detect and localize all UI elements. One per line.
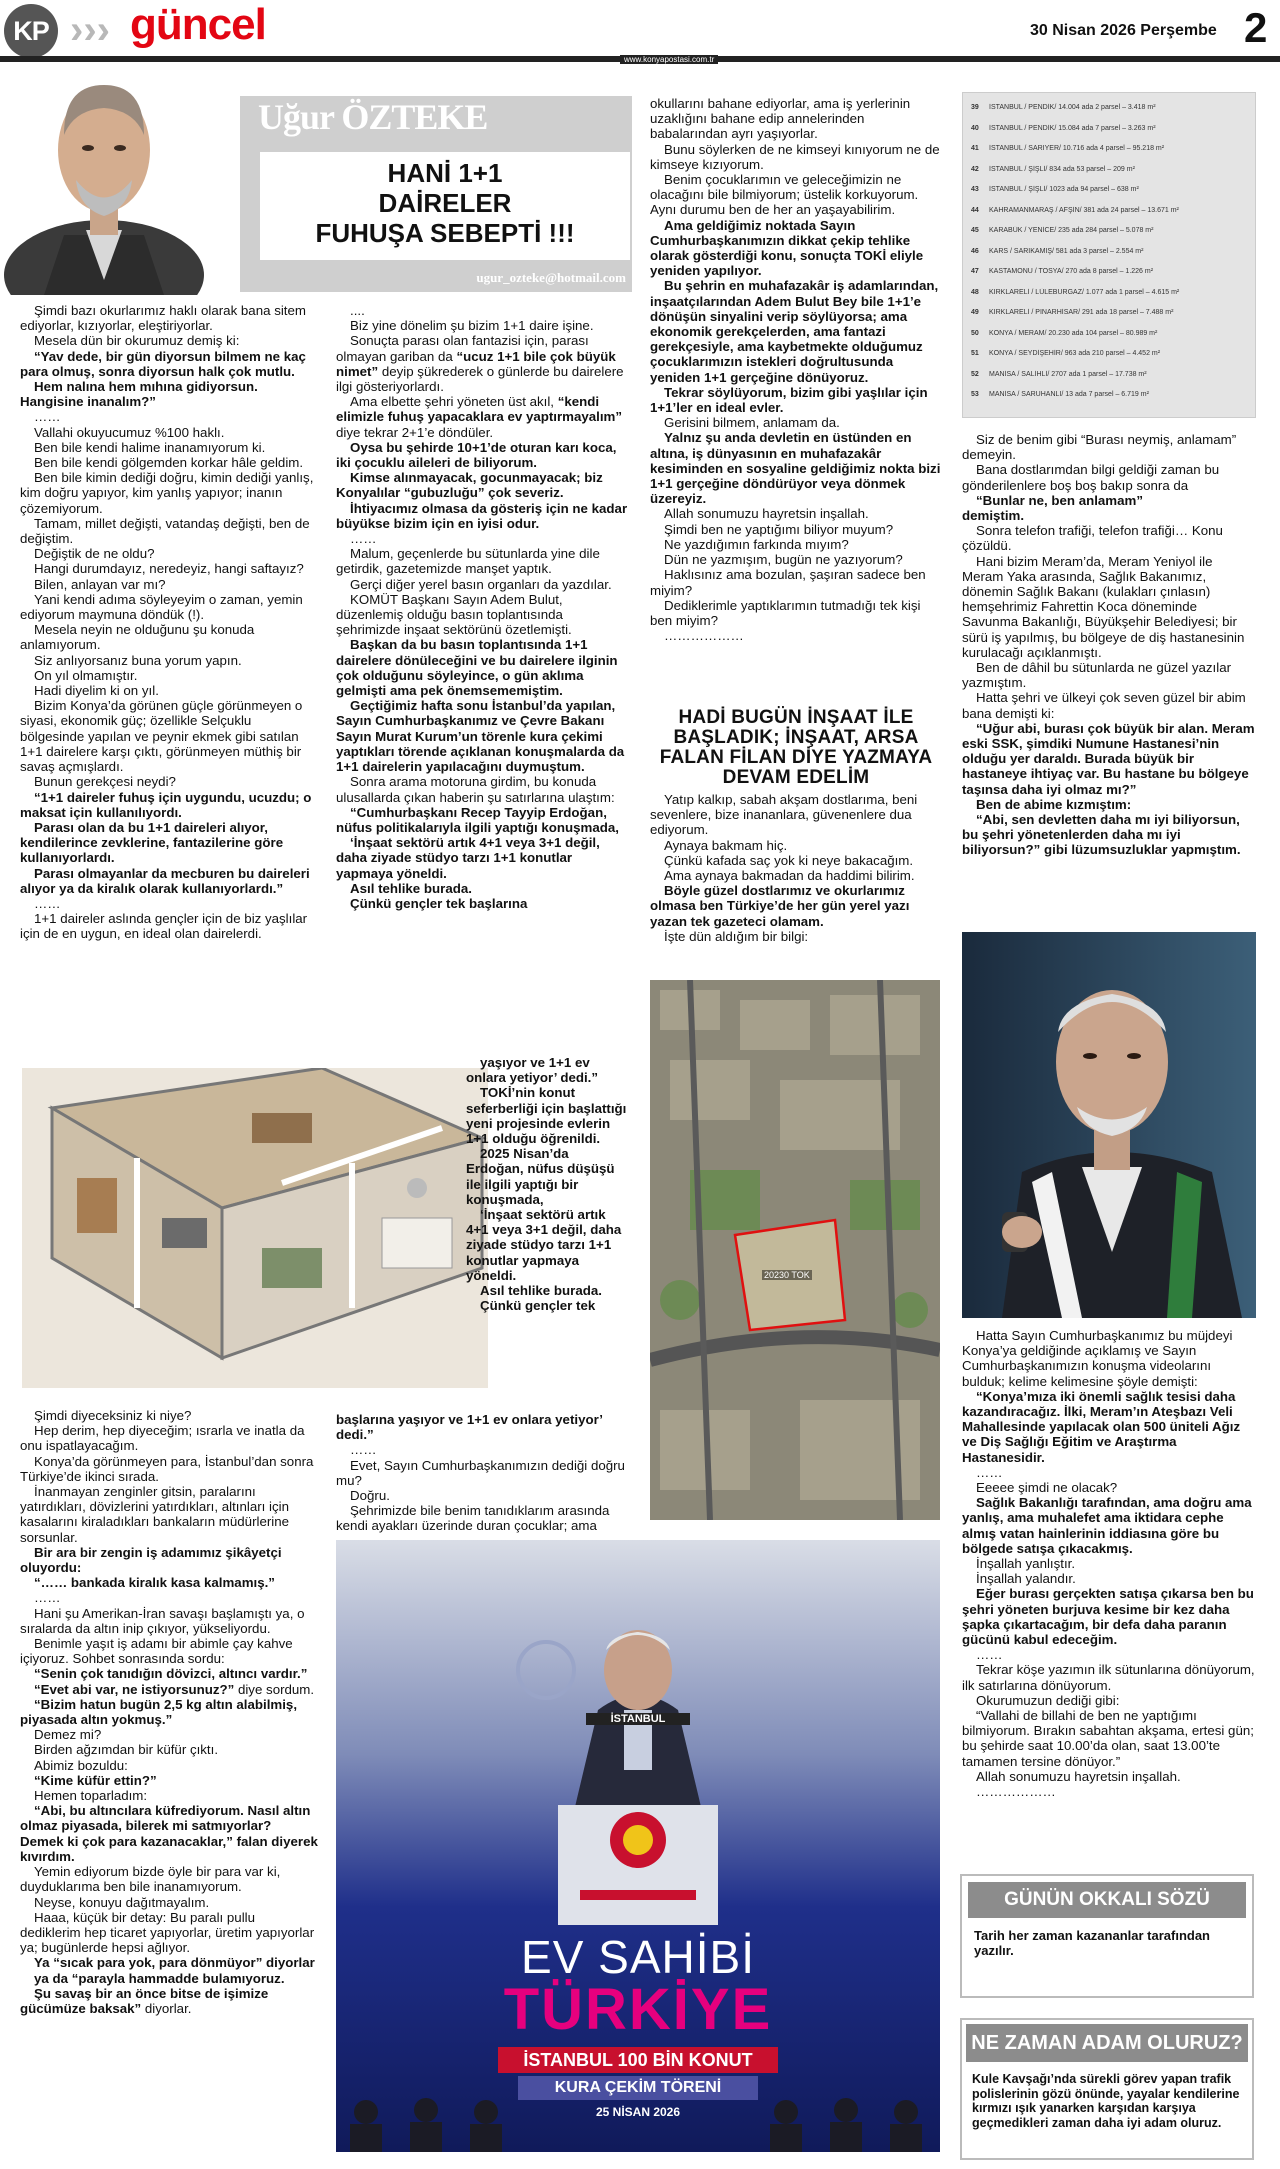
paragraph: Yatıp kalkıp, sabah akşam dostlarıma, beni sevenlere, bize inananlara, güvenenlere dua ediyorum. — [650, 792, 918, 838]
paragraph: Okurumuzun dediği gibi: — [976, 1692, 1120, 1708]
column-1-bottom — [20, 1408, 318, 2016]
paragraph: Parası olan da bu 1+1 daireleri alıyor, kendilerince zevklerine, fantazilerine göre kullanıyorlardı. — [20, 819, 284, 866]
banner-istanbul-100: İSTANBUL 100 BİN KONUT — [498, 2047, 778, 2073]
paragraph: Bunu söylerken de ne kimseyi kınıyorum ne de kimseye kızıyorum. — [650, 141, 940, 172]
column-3-subhead — [650, 708, 942, 788]
parcel-row-text: İSTANBUL / SARIYER/ 10.716 ada 4 parsel – 95.218 m² — [989, 145, 1165, 152]
paragraph: …… — [350, 531, 377, 547]
parcel-row-text: KONYA / SEYDİŞEHİR/ 963 ada 210 parsel – 4.452 m² — [989, 350, 1161, 357]
parcel-row-text: İSTANBUL / ŞİŞLİ/ 834 ada 53 parsel – 209 m² — [989, 165, 1135, 173]
column-2-top — [336, 303, 628, 911]
paragraph: Benimle yaşıt iş adamı bir abimle çay kahve içiyoruz. Sohbet sonrasında sordu: — [20, 1636, 293, 1667]
paragraph: Vallahi okuyucumuz %100 haklı. — [34, 424, 225, 440]
paragraph: “Yav dede, bir gün diyorsun bilmem ne kaç para olmuş, sonra diyorsun halk çok mutlu. — [20, 348, 306, 379]
parcel-row-number: 52 — [971, 370, 979, 378]
parcel-row — [971, 185, 1249, 194]
paragraph: Hani şu Amerikan-İran savaşı başlamıştı ya, o sıralarda da altın inip çıkıyor, yükseliyordu. — [20, 1605, 305, 1636]
subhead-line: DEVAM EDELİM — [722, 767, 870, 788]
kp-logo: KP — [4, 4, 58, 58]
parcel-row-text: KARABÜK / YENİCE/ 235 ada 284 parsel – 5.078 m² — [989, 227, 1154, 234]
parcel-row — [971, 329, 1249, 338]
parcel-row-number: 47 — [971, 268, 979, 275]
paragraph: “Kime küfür ettin?” — [34, 1772, 157, 1788]
parcel-row — [971, 247, 1249, 256]
paragraph: “Abi, bu altıncılara küfrediyorum. Nasıl altın olmaz piyasada, bilerek mi satmıyorlar? Demek ki çok para kazanacaklar,” falan diyerek kıvırdım. — [20, 1803, 318, 1864]
paragraph: ‘İnşaat sektörü artık 4+1 veya 3+1 değil, daha ziyade stüdyo tarzı 1+1 konutlar yapmaya yöneldi. — [466, 1207, 622, 1283]
parcel-row-number: 51 — [971, 350, 979, 357]
paragraph: okullarını bahane ediyorlar, ama iş yerlerinin uzaklığını bahane edip annelerinden babalarından ayrı yaşıyorlar. — [650, 96, 911, 142]
paragraph: Aynaya bakmam hiç. — [664, 837, 788, 853]
paragraph: Asıl tehlike burada. — [350, 880, 472, 896]
paragraph: Abimiz bozuldu: — [34, 1757, 128, 1773]
parcel-row-text: İSTANBUL / PENDİK/ 15.084 ada 7 parsel – 3.263 m² — [989, 124, 1156, 132]
parcel-row-number: 39 — [971, 104, 979, 111]
parcel-row-text: KIRKLARELİ / LÜLEBURGAZ/ 1.077 ada 1 parsel – 4.615 m² — [989, 288, 1180, 296]
paragraph: Bir ara bir zengin iş adamımız şikâyetçi oluyordu: — [20, 1544, 282, 1576]
column-1-top — [20, 303, 318, 942]
paragraph: Dün ne yazmışım, bugün ne yazıyorum? — [664, 552, 903, 568]
paragraph: “Konya’mıza iki önemli sağlık tesisi daha kazandıracağız. İlki, Meram’ın Ateşbazı Veli Mahallesinde yapılacak olan 500 üniteli Ağız ve Diş Sağlığı Eğitim ve Araştırma Hastanesidir. — [962, 1388, 1241, 1465]
paragraph: Bana dostlarımdan bilgi geldiği zaman bu gönderilenlere boş boş bakıp sonra da — [962, 462, 1220, 493]
paragraph: “Bunlar ne, ben anlamam” — [976, 492, 1143, 508]
paragraph: Böyle güzel dostlarımız ve okurlarımız olmasa ben Türkiye’de her gün yerel yazı yazan tek gazeteci olamam. — [650, 883, 910, 929]
paragraph: Gerisini bilmem, anlamam da. — [664, 415, 840, 431]
parcel-row-text: KARS / SARIKAMIŞ/ 581 ada 3 parsel – 2.554 m² — [989, 247, 1144, 255]
parcel-row — [971, 349, 1249, 358]
parcel-row-number: 48 — [971, 288, 979, 296]
paragraph: …… — [34, 409, 61, 425]
subhead-line: HADİ BUGÜN İNŞAAT İLE — [678, 707, 914, 728]
paragraph: Benim çocuklarımın ve geleceğimizin ne olacağını bile bilmiyorum; üstelik korkuyorum. Aynı durumu ben de her an yaşayabilirim. — [650, 172, 919, 218]
paragraph: TOKİ’nin konut seferberliği için başlattığı yeni projesinde evlerin 1+1 olduğu öğrenildi. — [466, 1085, 627, 1147]
paragraph: Yani kendi adıma söyleyeyim o zaman, yemin ediyorum maymuna döndük (!). — [20, 591, 303, 623]
paragraph: “Uğur abi, burası çok büyük bir alan. Meram eski SSK, şimdiki Numune Hastanesi’nin olduğu yer daraldı. Burada büyük bir hastaneye ihtiyaç var. Bu hastane bu bölgeye taşınsa daha iyi olmaz mı?” — [962, 720, 1255, 797]
paragraph: Gerçi diğer yerel basın organları da yazdılar. — [350, 576, 612, 592]
paragraph: Hatta şehri ve ülkeyi çok seven güzel bir abim bana demişti ki: — [962, 690, 1246, 721]
paragraph: İnanmayan zenginler gitsin, paralarını yatırdıkları, dövizlerini yatırdıkları, altınları için kasalarını kiraladıkları bankaların müdürlerine sorsunlar. — [20, 1484, 290, 1545]
paragraph: başlarına yaşıyor ve 1+1 ev onlara yetiyor’ dedi.” — [336, 1412, 603, 1443]
housing-ceremony-photo — [336, 1540, 940, 2152]
parcel-row-text: İSTANBUL / PENDİK/ 14.004 ada 2 parsel – 3.418 m² — [989, 104, 1156, 111]
parcel-row-number: 41 — [971, 145, 979, 152]
paragraph: Oysa bu şehirde 10+1’de oturan karı koca, iki çocuklu aileleri de biliyorum. — [336, 439, 617, 471]
paragraph: “…… bankada kiralık kasa kalmamış.” — [34, 1575, 275, 1591]
parcel-row — [971, 144, 1249, 153]
column-3-bottom — [650, 792, 942, 944]
paragraph: Asıl tehlike burada. — [480, 1283, 602, 1299]
paragraph: Biz yine dönelim şu bizim 1+1 daire işine. — [350, 318, 594, 334]
paragraph: Hep derim, hep diyeceğim; ısrarla ve inatla da onu ispatlayacağım. — [20, 1423, 305, 1454]
paragraph: .... — [350, 303, 365, 318]
quote-of-day-box — [960, 1874, 1254, 1998]
parcel-row-text: KASTAMONU / TOSYA/ 270 ada 8 parsel – 1.226 m² — [989, 268, 1154, 275]
aerial-map-image — [650, 980, 940, 1520]
paragraph: …… — [34, 895, 61, 911]
paragraph: Tekrar söylüyorum, bizim gibi yaşlılar için 1+1’ler en ideal evler. — [650, 384, 928, 416]
paragraph: Çünkü gençler tek — [480, 1298, 596, 1314]
section-title: güncel — [130, 0, 266, 49]
parcel-row-text: MANİSA / SARUHANLI/ 13 ada 7 parsel – 6.719 m² — [989, 391, 1149, 398]
paragraph: Yemin ediyorum bizde öyle bir para var ki, duyduklarıma ben bile inanamıyorum. — [20, 1864, 281, 1895]
parcel-row-text: KAHRAMANMARAŞ / AFŞİN/ 381 ada 24 parsel – 13.671 m² — [989, 206, 1179, 214]
author-name: Uğur ÖZTEKE — [258, 97, 488, 137]
paragraph: Ben bile kimin dediği doğru, kimin dediği yanlış, kim doğru yapıyor, kim yanlış yapıyor; inanın çözemiyorum. — [20, 470, 314, 516]
adam-text: Kule Kavşağı’nda sürekli görev yapan trafik polislerinin gözü önünde, yayalar kendilerine kırmızı ışık yanarken karşıdan karşıya geçmedikleri zaman daha iyi adam oluruz. — [972, 2072, 1240, 2130]
paragraph: Geçtiğimiz hafta sonu İstanbul’da yapılan, Sayın Cumhurbaşkanımız ve Çevre Bakanı Sayın Murat Kurum’un törenle kura çekimi yaptıkları törende açıklanan konuşmalarda da 1+1 dairelerin yapılacağını duymuştum. — [336, 698, 625, 775]
site-url: www.konyapostasi.com.tr — [620, 55, 718, 64]
paragraph: Ya “sıcak para yok, para dönmüyor” diyorlar — [34, 1955, 315, 1971]
paragraph: Ne yazdığımın farkında mıyım? — [664, 536, 849, 552]
parcel-row — [971, 288, 1249, 297]
parcel-row-number: 50 — [971, 329, 979, 337]
parcel-list-image — [962, 92, 1256, 418]
paragraph: Hemen toparladım: — [34, 1788, 148, 1804]
paragraph: ‘İnşaat sektörü artık 4+1 veya 3+1 değil, daha ziyade stüdyo tarzı 1+1 konutlar yapmaya yöneldi. — [336, 835, 600, 881]
paragraph: Ben de abime kızmıştım: — [976, 796, 1132, 812]
parcel-label: 20230 TOK — [764, 1270, 810, 1280]
parcel-row-number: 45 — [971, 227, 979, 234]
author-email: ugur_ozteke@hotmail.com — [476, 270, 626, 285]
paragraph: İhtiyacımız olmasa da gösteriş için ne kadar büyükse bizim için en iyisi odur. — [336, 500, 628, 531]
paragraph: Ben bile kendi gölgemden korkar hâle geldim. — [34, 455, 304, 471]
paragraph: Allah sonumuzu hayretsin inşallah. — [664, 506, 869, 522]
paragraph: yaşıyor ve 1+1 ev onlara yetiyor’ dedi.” — [466, 1055, 599, 1086]
parcel-row — [971, 206, 1249, 215]
paragraph: Sonuçta parası olan fantazisi için, parası olmayan gariban da “ucuz 1+1 bile çok büyük nimet” deyip şükrederek o günlerde bu dairelere ilgi gösteriyorlardı. — [336, 333, 624, 395]
paragraph: demiştim. — [962, 508, 1025, 524]
paragraph: Şehrimizde bile benim tanıdıklarım arasında kendi ayakları üzerinde duran çocuklar; ama — [336, 1503, 610, 1534]
paragraph: …… — [350, 1442, 377, 1458]
erdogan-speech-photo — [962, 932, 1256, 1318]
paragraph: Kimse alınmayacak, gocunmayacak; biz Konyalılar “gubuzluğu” çok severiz. — [336, 470, 603, 501]
paragraph: Haaa, küçük bir detay: Bu paralı pullu dediklerim hep ticaret yapıyorlar, üretim yapıyorlar ya; bugünlerde hepsi ağlıyor. — [20, 1909, 315, 1956]
parcel-row — [971, 165, 1249, 174]
headline-line: DAİRELER — [378, 188, 512, 218]
paragraph: Hatta Sayın Cumhurbaşkanımız bu müjdeyi Konya’ya geldiğinde açıklamış ve Sayın Cumhurbaşkanımızın konuşma videolarını bulduk; kelime kelimesine şöyle demişti: — [962, 1328, 1233, 1389]
paragraph: Ama aynaya bakmadan da haddimi bilirim. — [664, 868, 915, 884]
parcel-row-number: 46 — [971, 247, 979, 255]
paragraph: “Bizim hatun bugün 2,5 kg altın alabilmiş, piyasada altın yokmuş.” — [20, 1696, 298, 1728]
paragraph: Hem nalına hem mıhına gidiyorsun. Hangisine inanalım?” — [20, 379, 258, 410]
paragraph: Doğru. — [350, 1488, 390, 1504]
column-3-top — [650, 96, 942, 643]
paragraph: Hadi diyelim ki on yıl. — [34, 683, 159, 699]
subhead-line: FALAN FİLAN DİYE YAZMAYA — [659, 747, 933, 768]
column-2-wrap — [466, 1055, 628, 1313]
parcel-row — [971, 267, 1249, 276]
author-portrait — [4, 40, 204, 295]
paragraph: Sonra arama motoruna girdim, bu konuda ulusallarda çıkan haberin şu satırlarına ulaştım: — [336, 774, 615, 805]
paragraph: Çünkü kafada saç yok ki neye bakacağım. — [664, 852, 914, 868]
banner-turkiye: TÜRKİYE — [503, 1977, 773, 2042]
quote-text: Tarih her zaman kazananlar tarafından yazılır. — [974, 1928, 1210, 1958]
parcel-row-text: MANİSA / SALİHLİ/ 2707 ada 1 parsel – 17.738 m² — [989, 370, 1147, 378]
parcel-row-number: 42 — [971, 165, 979, 173]
banner-ev-sahibi: EV SAHİBİ — [521, 1931, 755, 1983]
parcel-row-text: KONYA / MERAM/ 20.230 ada 104 parsel – 80.989 m² — [989, 329, 1158, 337]
banner-date: 25 NİSAN 2026 — [595, 2105, 681, 2119]
ne-zaman-adam-box — [960, 2018, 1254, 2160]
paragraph: …… — [976, 1464, 1003, 1480]
adam-title: NE ZAMAN ADAM OLURUZ? — [966, 2024, 1248, 2062]
paragraph: ……………… — [664, 628, 744, 644]
paragraph: Allah sonumuzu hayretsin inşallah. — [976, 1768, 1181, 1784]
paragraph: Malum, geçenlerde bu sütunlarda yine dile getirdik, gazetemizde manşet yaptık. — [336, 546, 600, 577]
paragraph: Bunun gerekçesi neydi? — [34, 774, 176, 790]
paragraph: Dediklerimle yaptıklarımın tutmadığı tek kişi ben miyim? — [650, 597, 921, 628]
paragraph: Şimdi ben ne yaptığımı biliyor muyum? — [664, 521, 894, 537]
paragraph: “Senin çok tanıdığın dövizci, altıncı vardır.” — [34, 1666, 308, 1682]
paragraph: Neyse, konuyu dağıtmayalım. — [34, 1894, 210, 1910]
page-number: 2 — [1244, 4, 1268, 51]
column-headline — [260, 152, 630, 260]
paragraph: Konya’da görünmeyen para, İstanbul’dan sonra Türkiye’de ikinci sırada. — [20, 1453, 314, 1484]
parcel-row-number: 40 — [971, 124, 979, 132]
paragraph: “Evet abi var, ne istiyorsunuz?” diye sordum. — [34, 1681, 315, 1697]
paragraph: Şimdi bazı okurlarımız haklı olarak bana sitem ediyorlar, kızıyorlar, eleştiriyorlar. — [20, 303, 306, 334]
paragraph: Eğer burası gerçekten satışa çıkarsa ben bu şehri yöneten burjuva kesime bir kez daha şapka çıkartacağım, bir defa daha paranın gücünü kabul edeceğim. — [962, 1586, 1254, 1648]
paragraph: Tamam, millet değişti, vatandaş değişti, ben de değiştim. — [20, 515, 310, 547]
podium-label: İSTANBUL — [586, 1713, 690, 1725]
paragraph: Bizim Konya’da görünen güçle görünmeyen o siyasi, ekonomik güç; özellikle Selçuklu bölgesinde yapılan ve peynir ekmek gibi satılan 1+1 dairelere karşı çıktı, görünmeyen müthiş bir savaş açmışlardı. — [20, 698, 303, 775]
paragraph: “Abi, sen devletten daha mı iyi biliyorsun, bu şehri yönetenlerden daha mı iyi biliyorsun?” gibi lüzumsuzluklar yapmıştım. — [962, 812, 1241, 858]
parcel-row-number: 49 — [971, 309, 979, 316]
paragraph: “Cumhurbaşkanı Recep Tayyip Erdoğan, nüfus politikalarıyla ilgili yaptığı konuşmada, — [336, 804, 619, 835]
paragraph: “Vallahi de billahi de ben ne yaptığımı bilmiyorum. Bırakın sabahtan akşama, ertesi gün; bu şehirde saat 10.00’da olan, saat 13.00’te tamamen tersine dönüyor.” — [962, 1708, 1254, 1769]
paragraph: Evet, Sayın Cumhurbaşkanımızın dediği doğru mu? — [336, 1457, 625, 1488]
paragraph: “1+1 daireler fuhuş için uygundu, ucuzdu; o maksat için kullanılıyordı. — [20, 789, 312, 820]
paragraph: 2025 Nisan’da Erdoğan, nüfus düşüşü ile ilgili yaptığı bir konuşmada, — [466, 1146, 615, 1207]
column-4-top — [962, 432, 1256, 858]
floorplan-image — [22, 1068, 488, 1388]
paragraph: Şu savaş bir an önce bitse de işimize gücümüze baksak” diyorlar. — [20, 1985, 269, 2016]
paragraph: On yıl olmamıştır. — [34, 667, 138, 683]
parcel-row — [971, 226, 1249, 235]
paragraph: Birden ağzımdan bir küfür çıktı. — [34, 1742, 219, 1758]
paragraph: Sonra telefon trafiği, telefon trafiği… Konu çözüldü. — [962, 523, 1223, 554]
paragraph: Ama elbette şehri yöneten üst akıl, “kendi elimizle fuhuş yapacaklara ev yaptırmayalım” diye tekrar 2+1’e döndüler. — [336, 394, 623, 440]
paragraph: Hani bizim Meram’da, Meram Yeniyol ile Meram Yaka arasında, Sağlık Bakanımız, dönemin Sağlık Bakanı (kulakları çınlasın) hemşehrimiz Fahrettin Koca döneminde Savunma Bakanlığı, Büyükşehir Belediyesi; bir sürü iş yapılmış, bu bölgeye de diş hastanesinin kurulacağı açıklanmıştı. — [962, 553, 1245, 660]
paragraph: Mesela dün bir okurumuz demiş ki: — [34, 333, 240, 349]
paragraph: Siz de benim gibi “Burası neymiş, anlamam” demeyin. — [962, 432, 1237, 463]
paragraph: Parası olmayanlar da mecburen bu daireleri alıyor ya da kiralık olarak kullanıyorlardı.” — [20, 865, 310, 896]
paragraph: İşte dün aldığım bir bilgi: — [664, 928, 809, 944]
paragraph: Şimdi diyeceksiniz ki niye? — [34, 1408, 192, 1423]
paragraph: Ben de dâhil bu sütunlarda ne güzel yazılar yazmıştım. — [962, 660, 1232, 691]
paragraph: ……………… — [976, 1784, 1056, 1800]
paragraph: Ama geldiğimiz noktada Sayın Cumhurbaşkanımızın dikkat çekip tehlike olarak gösterdiği konu, sonuçta TOKİ eliyle yeniden yapılıyor. — [650, 217, 924, 279]
paragraph: Bilen, anlayan var mı? — [34, 576, 166, 592]
paragraph: …… — [976, 1647, 1003, 1663]
quote-title: GÜNÜN OKKALI SÖZÜ — [968, 1882, 1246, 1918]
paragraph: Sağlık Bakanlığı tarafından, ama doğru ama yanlış, ama muhalefet ama iktidara cephe almış vatan hainlerinin iddiasına göre bu bölgede satışa çıkacakmış. — [962, 1495, 1252, 1556]
paragraph: İnşallah yalandır. — [976, 1571, 1076, 1587]
subhead-line: BAŞLADIK; İNŞAAT, ARSA — [673, 727, 919, 748]
paragraph: Bu şehrin en muhafazakâr iş adamlarından, inşaatçılarından Adem Bulut Bey bile 1+1’e dönüşün sinyalini verip söylüyorsa; ama ekonomik gerekçelerden, ama fantazi gerekçesiyle, ama kaybetmekte olduğumuz çocuklarımızın istekleri doğrultusunda yeniden 1+1 gerçeğine dönüyoruz. — [650, 278, 939, 385]
parcel-row-number: 53 — [971, 391, 979, 398]
paragraph: ya da “parayla hammadde bulamıyoruz. — [34, 1970, 285, 1986]
parcel-row — [971, 124, 1249, 133]
issue-date: 30 Nisan 2026 Perşembe — [1030, 22, 1217, 39]
paragraph: Demez mi? — [34, 1727, 102, 1743]
column-2-bottom — [336, 1412, 628, 1534]
paragraph: Mesela neyin ne olduğunu şu konuda anlamıyorum. — [20, 622, 255, 653]
column-4-bottom — [962, 1328, 1256, 1799]
paragraph: Tekrar köşe yazımın ilk sütunlarına dönüyorum, ilk satırlarına dönüyorum. — [962, 1662, 1255, 1693]
paragraph: KOMÜT Başkanı Sayın Adem Bulut, düzenlemiş olduğu basın toplantısında şehrimizde inşaat sektörünü özetlemişti. — [336, 591, 572, 638]
paragraph: Başkan da bu basın toplantısında 1+1 dairelere dönüleceğini ve bu dairelere ilginin çok olduğunu söyleyince, o gün aklıma gelmişti ama pek önemsememiştim. — [336, 637, 618, 699]
paragraph: Ben bile kendi halime inanamıyorum ki. — [34, 439, 266, 455]
paragraph: Siz anlıyorsanız buna yorum yapın. — [34, 652, 242, 668]
paragraph: İnşallah yanlıştır. — [976, 1556, 1076, 1572]
paragraph: Eeeee şimdi ne olacak? — [976, 1480, 1118, 1496]
parcel-row — [971, 308, 1249, 317]
headline-line: FUHUŞA SEBEPTİ !!! — [315, 218, 575, 248]
paragraph: Değiştik de ne oldu? — [34, 546, 155, 562]
paragraph: Haklısınız ama bozulan, şaşıran sadece ben miyim? — [650, 567, 926, 598]
paragraph: 1+1 daireler aslında gençler için de biz yaşlılar için de en uygun, en ideal olan dairelerdi. — [20, 911, 308, 942]
parcel-row — [971, 390, 1249, 399]
parcel-row — [971, 370, 1249, 379]
author-box — [240, 96, 632, 292]
paragraph: …… — [34, 1590, 61, 1606]
paragraph: Hangi durumdayız, neredeyiz, hangi saftayız? — [34, 561, 304, 577]
parcel-row-number: 44 — [971, 206, 979, 214]
banner-kura: KURA ÇEKİM TÖRENİ — [518, 2076, 758, 2100]
paragraph: Yalnız şu anda devletin en üstünden en altına, iş dünyasının en muhafazakâr kesiminden en sosyaline geldiğimiz nokta bizi 1+1 gerçeğine döndürüyor veya dönmek üzereyiz. — [650, 430, 941, 507]
parcel-row-number: 43 — [971, 186, 979, 193]
parcel-row-text: KIRKLARELİ / PINARHİSAR/ 291 ada 18 parsel – 7.488 m² — [989, 309, 1174, 316]
paragraph: Çünkü gençler tek başlarına — [350, 895, 528, 911]
parcel-row-text: İSTANBUL / ŞİŞLİ/ 1023 ada 94 parsel – 638 m² — [989, 186, 1139, 193]
headline-line: HANİ 1+1 — [387, 158, 503, 188]
parcel-row — [971, 103, 1249, 112]
chevron-right-icon: ››› — [70, 8, 110, 52]
